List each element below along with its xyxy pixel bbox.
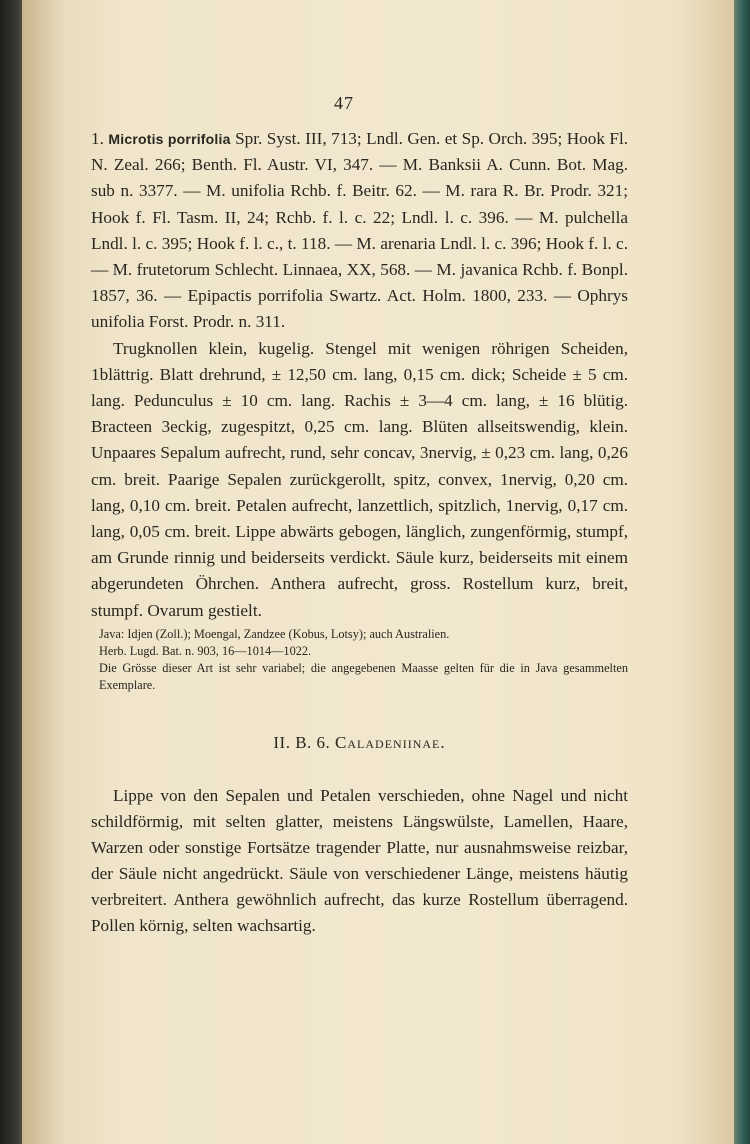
section-description: Lippe von den Sepalen und Petalen verschieden, ohne Nagel und nicht schildförmig, mit selten glatter, meistens Längswülste, Lamellen, Haare, Warzen oder sonstige Fortsätze tragender Platte, nur ausnahmsweise reizbar, der Säule nicht angedrückt. Säule von verschiedener Länge, meistens häutig verbreitert. Anthera gewöhnlich aufrecht, das kurze Rostellum überragend. Pollen körnig, selten wachsartig. — [91, 785, 628, 935]
book-page — [22, 0, 734, 1144]
note-distribution: Java: Idjen (Zoll.); Moengal, Zandzee (Kobus, Lotsy); auch Australien. — [99, 626, 450, 641]
page-content — [91, 126, 628, 939]
synonymy-text: Spr. Syst. III, 713; Lndl. Gen. et Sp. Orch. 395; Hook Fl. N. Zeal. 266; Benth. Fl. Austr. VI, 347. — M. Banksii A. Cunn. Bot. Mag. sub n. 3377. — M. unifolia Rchb. f. Beitr. 62. — M. rara R. Br. Prodr. 321; Hook f. Fl. Tasm. II, 24; Rchb. f. l. c. 22; Lndl. l. c. 396. — M. pulchella Lndl. l. c. 395; Hook f. l. c., t. 118. — M. arenaria Lndl. l. c. 396; Hook f. l. c. — M. frutetorum Schlecht. Linnaea, XX, 568. — M. javanica Rchb. f. Bonpl. 1857, 36. — Epipactis porrifolia Swartz. Act. Holm. 1800, 233. — Ophrys unifolia Forst. Prodr. n. 311. — [91, 129, 629, 332]
species-name: Microtis porrifolia — [108, 131, 231, 147]
species-description: Trugknollen klein, kugelig. Stengel mit wenigen röhrigen Scheiden, 1blättrig. Blatt drehrund, ± 12,50 cm. lang, 0,15 cm. dick; Scheide ± 5 cm. lang. Pedunculus ± 10 cm. lang. Rachis ± 3—4 cm. lang, ± 16 blütig. Bracteen 3eckig, zugespitzt, 0,25 cm. lang. Blüten allseitswendig, klein. Unpaares Sepalum aufrecht, rund, sehr concav, 3nervig, ± 0,23 cm. lang, 0,26 cm. breit. Paarige Sepalen zurückgerollt, spitz, convex, 1nervig, 0,20 cm. lang, 0,10 cm. breit. Petalen aufrecht, lanzettlich, spitzlich, 1nervig, 0,17 cm. lang, 0,05 cm. breit. Lippe abwärts gebogen, länglich, zungenförmig, stumpf, am Grunde rinnig und beiderseits verdickt. Säule kurz, beiderseits mit einem abgerundeten Öhrchen. Anthera aufrecht, gross. Rostellum kurz, breit, stumpf. Ovarum gestielt. — [91, 338, 628, 620]
note-variability: Die Grösse dieser Art ist sehr variabel; die angegebenen Maasse gelten für die in Java gesammelten Exemplare. — [99, 661, 628, 693]
note-herbarium: Herb. Lugd. Bat. n. 903, 16—1014—1022. — [99, 644, 312, 659]
species-entry — [91, 126, 628, 336]
page-number: 47 — [334, 93, 354, 113]
section-name: Caladeniinae. — [335, 732, 446, 752]
section-label: II. B. 6. — [273, 732, 331, 752]
entry-number: 1. — [91, 129, 104, 148]
section-heading — [91, 733, 628, 753]
